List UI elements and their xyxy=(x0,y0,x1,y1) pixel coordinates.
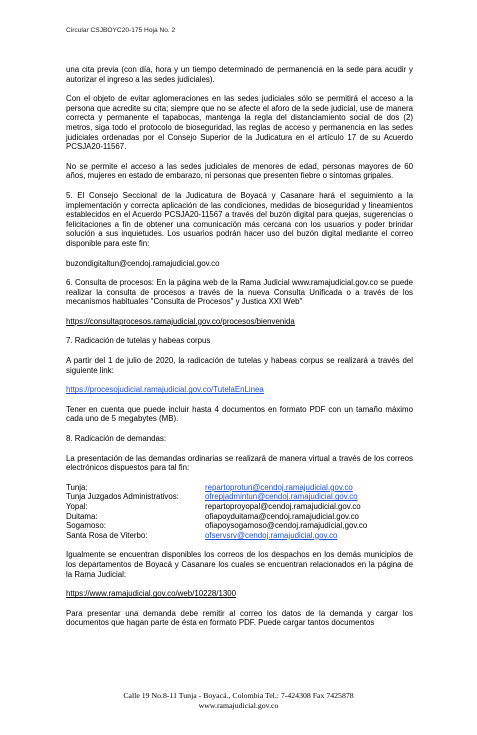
document-footer xyxy=(0,691,477,711)
buzon-email: buzondigitaltun@cendoj.ramajudicial.gov.co xyxy=(66,258,220,268)
paragraph: No se permite el acceso a las sedes judiciales de menores de edad, personas mayores de 60 años, mujeres en estado de embarazo, ni personas que presenten fiebre o síntomas gripales. xyxy=(66,161,413,181)
table-row xyxy=(66,492,367,502)
email-label: Sogamoso: xyxy=(66,521,106,531)
email-text: repartoproyopal@cendoj.ramajudicial.gov.co xyxy=(205,502,361,511)
email-link[interactable]: ofservsrv@cendoj.ramajudicial.gov.co xyxy=(205,530,338,540)
email-directory-table xyxy=(66,483,367,541)
paragraph: Con el objeto de evitar aglomeraciones en las sedes judiciales sólo se permitirá el acceso a la persona que acredite su cita; siempre que no se afecte el aforo de la sede judicial, use de manera correcta y permanente el tapabocas, mantenga la regla del distanciamiento social de dos (2) metros, siga todo el protocolo de bioseguridad, las reglas de acceso y permanencia en las sedes judiciales ordenadas por el Consejo Superior de la Judicatura en el artículo 17 de su Acuerdo PCSJA20-11567. xyxy=(66,94,413,152)
rama-judicial-link[interactable]: https://www.ramajudicial.gov.co/web/10228/1300 xyxy=(66,589,237,599)
section-heading-7: 7. Radicación de tutelas y habeas corpus xyxy=(66,336,211,346)
email-label: Santa Rosa de Viterbo: xyxy=(66,530,148,540)
email-text: ofiapoysogamoso@cendoj.ramajudicial,gov.co xyxy=(205,521,368,531)
paragraph: Tener en cuenta que puede incluir hasta 4 documentos en formato PDF con un tamaño máximo cada uno de 5 megabytes (MB). xyxy=(66,404,413,424)
table-row xyxy=(66,521,367,531)
table-row xyxy=(66,483,367,493)
paragraph-item-5: 5. El Consejo Seccional de la Judicatura de Boyacá y Casanare hará el seguimiento a la implementación y correcta aplicación de las condiciones, medidas de bioseguridad y lineamientos establecidos en el Acuerdo PCSJA20-11567 a través del buzón digital para quejas, sugerencias o felicitaciones a fin de obtener una comunicación más cercana con los usuarios y poder brindar solución a sus inquietudes. Los usuarios podrán hacer uso del buzón digital mediante el correo disponible para este fin: xyxy=(66,190,413,248)
paragraph: Igualmente se encuentran disponibles los correos de los despachos en los demás municipios de los departamentos de Boyacá y Casanare los cuales se encuentran relacionados en la página de la Rama Judicial: xyxy=(66,550,413,579)
footer-address: Calle 19 No.8-11 Tunja - Boyacá., Colombia Tel.: 7-424308 Fax 7425878 xyxy=(123,691,354,700)
email-link[interactable]: repartoprotun@cendoj.ramajudicial.gov.co xyxy=(205,482,353,492)
email-link[interactable]: ofrepjadmintun@cendoj.ramajudicial.gov.co xyxy=(205,492,358,502)
paragraph: A partir del 1 de julio de 2020, la radicación de tutelas y habeas corpus se realizará a través del siguiente link: xyxy=(66,356,413,375)
table-row xyxy=(66,531,367,541)
tutela-en-linea-link[interactable]: https://procesojudicial.ramajudicial.gov.co/TutelaEnLinea xyxy=(66,385,264,395)
footer-website: www.ramajudicial.gov.co xyxy=(198,701,279,710)
section-heading-8: 8. Radicación de demandas: xyxy=(66,434,167,444)
email-label: Yopal: xyxy=(66,502,88,511)
paragraph: La presentación de las demandas ordinarias se realizará de manera virtual a través de los correos electrónicos dispuestos para tal fin: xyxy=(66,453,413,473)
table-row xyxy=(66,502,367,512)
email-label: Duitama: xyxy=(66,511,98,521)
email-label: Tunja: xyxy=(66,482,88,492)
document-header: Circular CSJBOYC20-175 Hoja No. 2 xyxy=(66,27,176,34)
paragraph: una cita previa (con día, hora y un tiempo determinado de permanencia en la sede para acudir y autorizar el ingreso a las sedes judiciales). xyxy=(66,65,413,84)
consulta-procesos-link[interactable]: https://consultaprocesos.ramajudicial.gov.co/procesos/bienvenida xyxy=(66,316,295,326)
email-label: Tunja Juzgados Administrativos: xyxy=(66,492,179,502)
document-body xyxy=(66,65,413,638)
paragraph-item-6: 6. Consulta de procesos: En la página web de la Rama Judicial www.ramajudicial.gov.co se puede realizar la consulta de procesos a través de la nueva Consulta Unificada o a través de los mecanismos habituales "Consulta de Procesos" y Justica XXI Web" xyxy=(66,278,413,307)
paragraph: Para presentar una demanda debe remitir al correo los datos de la demanda y cargar los documentos que hagan parte de ésta en formato PDF. Puede cargar tantos documentos xyxy=(66,608,413,628)
table-row xyxy=(66,512,367,522)
email-text: ofiapoyduitama@cendoj.ramajudicial.gov.co xyxy=(205,511,359,521)
